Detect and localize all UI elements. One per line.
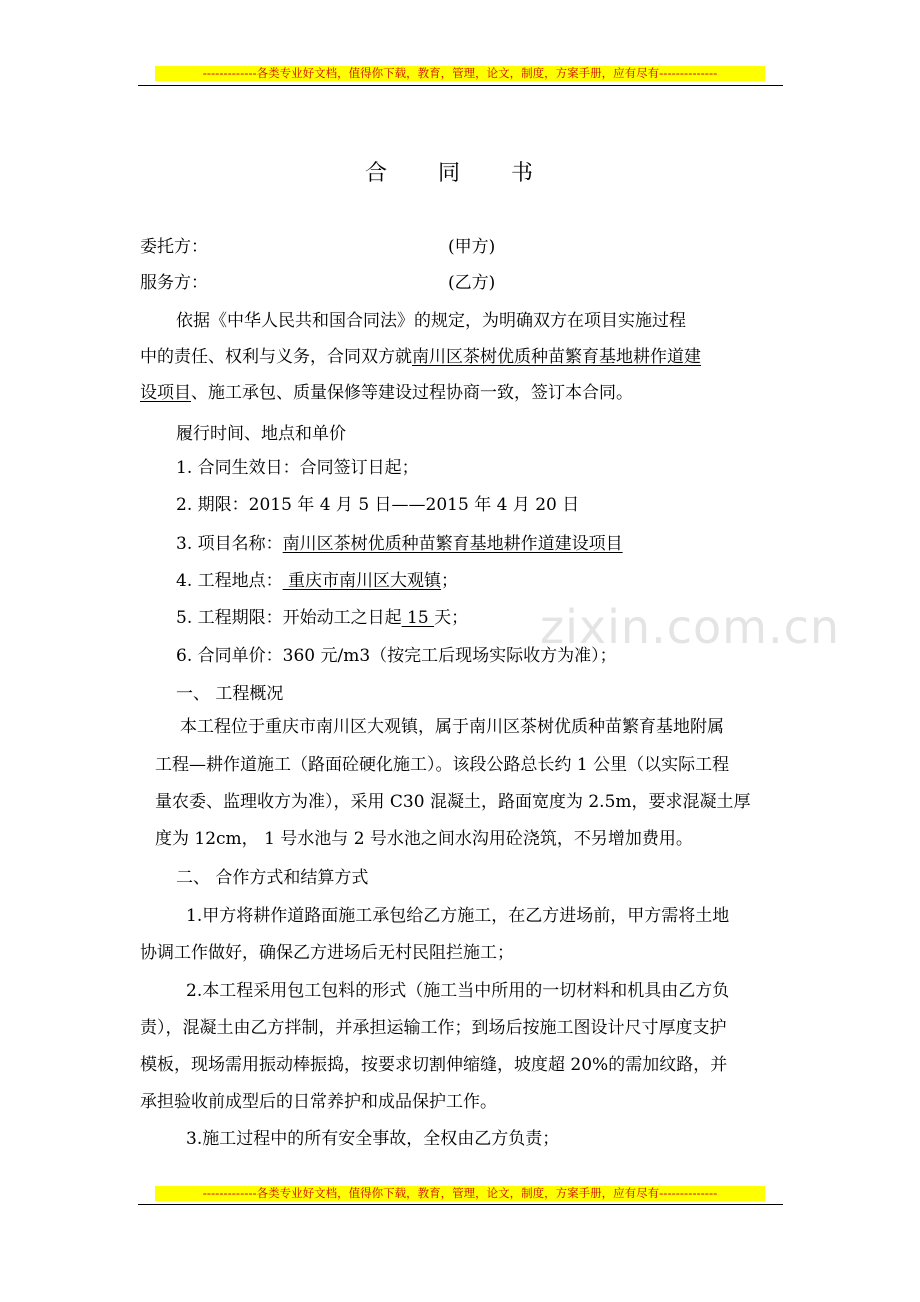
section2-p2-line-2: 责），混凝土由乙方拌制，并承担运输工作；到场后按施工图设计尺寸厚度支护: [140, 1018, 727, 1038]
section2-heading: 二、 合作方式和结算方式: [176, 868, 369, 888]
header-banner: -------------各类专业好文档，值得你下载，教育，管理，论文，制度，方案手册，应有尽有--------------: [155, 66, 765, 81]
section1-heading: 一、 工程概况: [176, 684, 284, 704]
entrust-tag: (甲方): [448, 237, 496, 257]
header-rule: [138, 85, 783, 86]
intro-line-2: [140, 346, 701, 368]
section2-p3: 3.施工过程中的所有安全事故，全权由乙方负责；: [186, 1129, 560, 1149]
project-name: 南川区茶树优质种苗繁育基地耕作道建设项目: [282, 534, 623, 554]
watermark: zixin.com.cn: [540, 600, 841, 654]
section2-p2-line-4: 承担验收前成型后的日常养护和成品保护工作。: [140, 1092, 497, 1112]
list-item-1: 1. 合同生效日：合同签订日起；: [176, 458, 419, 478]
item-suffix: 天；: [434, 608, 469, 628]
intro-text: 中的责任、权利与义务，合同双方就: [140, 347, 412, 367]
section0-heading: 履行时间、地点和单价: [176, 424, 346, 444]
service-label: 服务方：: [140, 273, 208, 293]
list-item-2: 2. 期限：2015 年 4 月 5 日——2015 年 4 月 20 日: [176, 495, 580, 515]
entrust-label: 委托方：: [140, 237, 208, 257]
document-title: 合 同 书: [365, 161, 555, 186]
project-location: 重庆市南川区大观镇: [282, 571, 442, 591]
intro-text-end: 、施工承包、质量保修等建设过程协商一致，签订本合同。: [191, 383, 633, 403]
item-label: 5. 工程期限：开始动工之日起: [176, 608, 402, 628]
section1-line-2: 工程—耕作道施工（路面砼硬化施工）。该段公路总长约 1 公里（以实际工程: [155, 755, 730, 775]
item-suffix: ；: [441, 571, 459, 591]
service-tag: (乙方): [448, 273, 496, 293]
section2-p2-line-1: 2.本工程采用包工包料的形式（施工当中所用的一切材料和机具由乙方负: [186, 981, 730, 1001]
section1-line-3: 量农委、监理收方为准），采用 C30 混凝土，路面宽度为 2.5m，要求混凝土厚: [155, 792, 751, 812]
list-item-5: [176, 607, 468, 629]
section2-p2-line-3: 模板，现场需用振动棒振捣，按要求切割伸缩缝，坡度超 20%的需加纹路，并: [140, 1055, 728, 1075]
footer-banner: -------------各类专业好文档，值得你下载，教育，管理，论文，制度，方案手册，应有尽有--------------: [155, 1186, 765, 1201]
project-name-inline-end: 设项目: [140, 383, 191, 403]
list-item-3: [176, 533, 623, 555]
list-item-4: [176, 570, 458, 592]
footer-rule: [138, 1204, 783, 1205]
intro-line-3: [140, 382, 633, 404]
section1-line-1: 本工程位于重庆市南川区大观镇，属于南川区茶树优质种苗繁育基地附属: [180, 717, 724, 737]
item-label: 4. 工程地点：: [176, 571, 283, 591]
section2-p1-line-1: 1.甲方将耕作道路面施工承包给乙方施工，在乙方进场前，甲方需将土地: [186, 906, 730, 926]
list-item-6: 6. 合同单价：360 元/m3（按完工后现场实际收方为准）；: [176, 646, 617, 666]
project-name-inline: 南川区茶树优质种苗繁育基地耕作道建: [412, 347, 701, 367]
intro-line-1: 依据《中华人民共和国合同法》的规定，为明确双方在项目实施过程: [176, 311, 686, 331]
project-days: 15: [401, 608, 435, 628]
item-label: 3. 项目名称：: [176, 534, 283, 554]
section1-line-4: 度为 12cm， 1 号水池与 2 号水池之间水沟用砼浇筑，不另增加费用。: [155, 829, 693, 849]
section2-p1-line-2: 协调工作做好，确保乙方进场后无村民阻拦施工；: [140, 943, 514, 963]
